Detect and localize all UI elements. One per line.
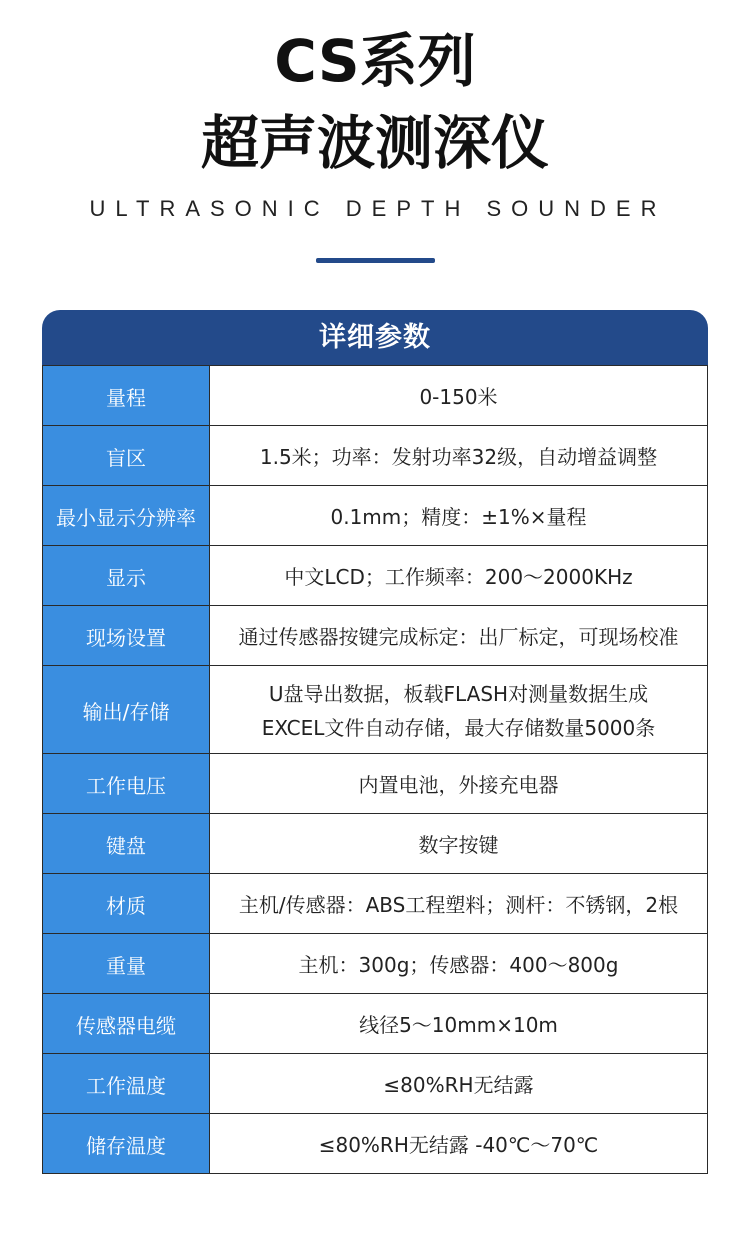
spec-label: 最小显示分辨率 [43,486,210,545]
spec-label: 显示 [43,546,210,605]
english-title: ULTRASONIC DEPTH SOUNDER [89,196,667,221]
spec-value: 通过传感器按键完成标定：出厂标定，可现场校准 [210,606,707,665]
spec-panel [42,310,708,1172]
spec-value: 0.1mm；精度：±1%×量程 [210,486,707,545]
spec-label: 材质 [43,874,210,933]
spec-value: 主机/传感器：ABS工程塑料；测杆：不锈钢，2根 [210,874,707,933]
spec-table [42,365,708,1174]
spec-value [210,666,707,753]
spec-row-blind-zone [43,425,707,485]
spec-value: ≤80%RH无结露 [210,1054,707,1113]
spec-row-resolution [43,485,707,545]
spec-row-sensor-cable [43,993,707,1053]
spec-value: 中文LCD；工作频率：200～2000KHz [210,546,707,605]
spec-row-storage-temperature [43,1113,707,1173]
spec-row-output-storage [43,665,707,753]
spec-label: 工作温度 [43,1054,210,1113]
spec-label: 工作电压 [43,754,210,813]
page-title: CS系列 [274,27,476,95]
spec-value: 0-150米 [210,366,707,425]
spec-row-range [43,365,707,425]
spec-value: ≤80%RH无结露 -40℃～70℃ [210,1114,707,1173]
spec-row-field-setup [43,605,707,665]
spec-label: 传感器电缆 [43,994,210,1053]
spec-label: 键盘 [43,814,210,873]
spec-label: 储存温度 [43,1114,210,1173]
page-subtitle: 超声波测深仪 [200,109,549,177]
title-divider [316,258,435,263]
spec-label: 盲区 [43,426,210,485]
spec-row-voltage [43,753,707,813]
spec-value-line: EXCEL文件自动存储，最大存储数量5000条 [261,715,656,740]
spec-row-material [43,873,707,933]
spec-value: 数字按键 [210,814,707,873]
spec-row-operating-temperature [43,1053,707,1113]
spec-label: 量程 [43,366,210,425]
spec-value: 主机：300g；传感器：400～800g [210,934,707,993]
spec-row-display [43,545,707,605]
spec-value: 线径5～10mm×10m [210,994,707,1053]
spec-label: 重量 [43,934,210,993]
spec-label: 输出/存储 [43,666,210,753]
spec-value-line: U盘导出数据，板载FLASH对测量数据生成 [268,681,649,706]
spec-row-weight [43,933,707,993]
spec-row-keyboard [43,813,707,873]
spec-heading: 详细参数 [42,310,708,365]
spec-value: 内置电池，外接充电器 [210,754,707,813]
spec-value: 1.5米；功率：发射功率32级，自动增益调整 [210,426,707,485]
spec-label: 现场设置 [43,606,210,665]
